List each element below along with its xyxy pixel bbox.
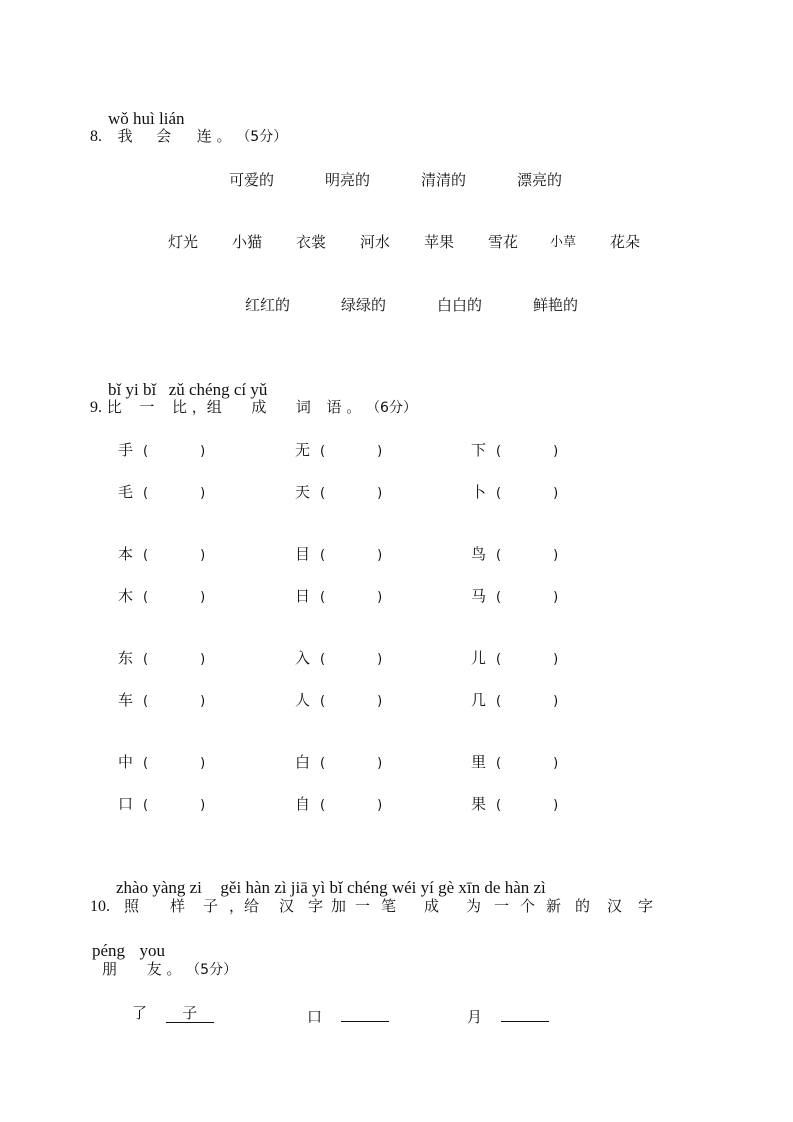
q8-top-word[interactable]: 可爱的 <box>229 171 275 189</box>
close-paren: ) <box>553 652 559 667</box>
q9-item <box>471 795 558 815</box>
q9-item-char: 白 <box>295 753 311 771</box>
close-paren: ) <box>377 652 383 667</box>
q8-middle-word[interactable]: 灯光 <box>168 233 199 251</box>
q9-char: 词 <box>295 398 311 416</box>
q10-pinyin-syllable: yí <box>420 878 434 897</box>
q10-pinyin-syllable: chéng <box>347 878 388 897</box>
close-paren: ) <box>200 548 206 563</box>
close-paren: ) <box>377 756 383 771</box>
close-paren: ) <box>377 694 383 709</box>
open-paren: ( <box>320 694 326 709</box>
q9-item-char: 自 <box>295 795 311 813</box>
q10-pinyin-line2 <box>92 942 165 960</box>
q9-item <box>471 691 558 711</box>
q10-pinyin-syllable: yì <box>312 878 326 897</box>
q10-item-char: 月 <box>467 1008 483 1026</box>
q9-item-char: 口 <box>118 795 134 813</box>
q10-char: 的 <box>575 897 591 915</box>
q9-char: 比 <box>106 398 122 416</box>
q10-end-punct: 。 <box>166 960 182 978</box>
close-paren: ) <box>553 756 559 771</box>
q9-number: 9. <box>90 399 102 416</box>
q10-char: 成 <box>424 897 440 915</box>
q9-item <box>295 753 382 773</box>
q9-item <box>118 691 205 711</box>
open-paren: ( <box>496 590 502 605</box>
close-paren: ) <box>553 694 559 709</box>
q9-item-char: 手 <box>118 441 134 459</box>
q9-end-punct: 。 <box>346 398 362 416</box>
q9-item <box>118 441 205 461</box>
q10-pinyin-syllable: jiā <box>290 878 308 897</box>
q10-pinyin-syllable: you <box>139 941 166 960</box>
q8-char: 会 <box>156 127 172 145</box>
q10-pinyin-syllable: hàn <box>504 878 530 897</box>
q9-item-char: 车 <box>118 691 134 709</box>
q10-pinyin-syllable: bǐ <box>329 878 343 897</box>
q9-item-char: 天 <box>295 483 311 501</box>
q8-bottom-word[interactable]: 红红的 <box>245 296 291 314</box>
q10-char: 样 <box>170 897 186 915</box>
q10-char: 加 <box>331 897 347 915</box>
close-paren: ) <box>200 798 206 813</box>
q9-item <box>471 587 558 607</box>
open-paren: ( <box>320 444 326 459</box>
q9-item <box>295 587 382 607</box>
q8-bottom-word[interactable]: 白白的 <box>437 296 483 314</box>
q10-pinyin-syllable: gè <box>438 878 455 897</box>
q10-char: 照 <box>124 897 140 915</box>
close-paren: ) <box>553 444 559 459</box>
q10-pinyin-syllable: yàng <box>152 878 186 897</box>
open-paren: ( <box>143 694 149 709</box>
q9-item <box>471 545 558 565</box>
q9-char: 比 <box>171 398 187 416</box>
open-paren: ( <box>320 652 326 667</box>
q9-item <box>118 587 205 607</box>
q8-top-word[interactable]: 明亮的 <box>325 171 371 189</box>
q10-answer-blank[interactable] <box>501 1004 549 1022</box>
open-paren: ( <box>143 590 149 605</box>
q10-title-line2 <box>102 960 237 979</box>
q9-item <box>118 795 205 815</box>
open-paren: ( <box>496 756 502 771</box>
q10-score: （5分） <box>186 962 238 978</box>
q10-char: 一 <box>355 897 371 915</box>
q9-pinyin-syllable: chéng <box>189 380 230 399</box>
q10-pinyin-syllable: wéi <box>391 878 417 897</box>
open-paren: ( <box>320 590 326 605</box>
close-paren: ) <box>200 590 206 605</box>
q9-item <box>471 441 558 461</box>
q9-item-char: 中 <box>118 753 134 771</box>
q9-pinyin-syllable: cí <box>233 380 247 399</box>
open-paren: ( <box>143 486 149 501</box>
q9-title <box>90 398 417 417</box>
open-paren: ( <box>143 798 149 813</box>
q10-item-char: 了 <box>132 1004 148 1022</box>
q10-char: 友 <box>146 960 162 978</box>
q10-char: 字 <box>638 897 654 915</box>
open-paren: ( <box>320 486 326 501</box>
close-paren: ) <box>200 694 206 709</box>
open-paren: ( <box>496 694 502 709</box>
close-paren: ) <box>200 444 206 459</box>
q9-item-char: 果 <box>471 795 487 813</box>
close-paren: ) <box>200 756 206 771</box>
q8-char: 我 <box>117 127 133 145</box>
close-paren: ) <box>377 548 383 563</box>
q9-item <box>295 691 382 711</box>
q9-item <box>118 545 205 565</box>
q10-pinyin-syllable: péng <box>92 941 126 960</box>
q8-middle-word[interactable]: 花朵 <box>610 233 641 251</box>
q9-item-char: 儿 <box>471 649 487 667</box>
q10-number-wrap <box>90 897 110 916</box>
q9-item-char: 木 <box>118 587 134 605</box>
q10-char: 为 <box>466 897 482 915</box>
q9-item-char: 鸟 <box>471 545 487 563</box>
q9-item <box>118 483 205 503</box>
q9-item-char: 无 <box>295 441 311 459</box>
q10-pinyin-syllable: zhào <box>116 878 149 897</box>
q10-char: 新 <box>546 897 562 915</box>
q8-title <box>90 127 287 146</box>
q10-char: ，给 <box>229 897 260 915</box>
q10-char: 朋 <box>102 960 118 978</box>
q10-char: 子 <box>203 897 219 915</box>
q9-item <box>118 753 205 773</box>
q9-item-char: 卜 <box>471 483 487 501</box>
close-paren: ) <box>553 486 559 501</box>
q8-top-word[interactable]: 漂亮的 <box>517 171 563 189</box>
open-paren: ( <box>320 548 326 563</box>
q9-pinyin-syllable: bǐ <box>142 380 157 399</box>
q9-item-char: 几 <box>471 691 487 709</box>
open-paren: ( <box>143 548 149 563</box>
q9-item-char: 人 <box>295 691 311 709</box>
close-paren: ) <box>200 652 206 667</box>
q9-char: 成 <box>251 398 267 416</box>
q9-item-char: 里 <box>471 753 487 771</box>
q8-pinyin: wǒ huì lián <box>108 109 185 128</box>
q9-item-char: 东 <box>118 649 134 667</box>
q10-pinyin-syllable: hàn <box>245 878 270 897</box>
q10-pinyin-syllable: de <box>484 878 501 897</box>
open-paren: ( <box>143 444 149 459</box>
q10-answer-blank[interactable] <box>341 1004 389 1022</box>
q9-item-char: 下 <box>471 441 487 459</box>
q10-pinyin-syllable: zì <box>533 878 546 897</box>
q9-item <box>295 649 382 669</box>
q9-pinyin-syllable: zǔ <box>168 380 185 399</box>
close-paren: ) <box>553 798 559 813</box>
q9-pinyin-syllable: bǐ <box>108 380 122 399</box>
q9-score: （6分） <box>366 400 417 416</box>
open-paren: ( <box>496 652 502 667</box>
close-paren: ) <box>377 590 383 605</box>
q10-number: 10. <box>90 898 110 915</box>
q10-item <box>307 1004 389 1026</box>
open-paren: ( <box>496 798 502 813</box>
q9-item-char: 目 <box>295 545 311 563</box>
q9-char: 一 <box>139 398 155 416</box>
q9-item-char: 马 <box>471 587 487 605</box>
q8-middle-word[interactable]: 小草 <box>550 235 577 250</box>
q9-item <box>295 483 382 503</box>
q9-item-char: 毛 <box>118 483 134 501</box>
q10-pinyin-syllable: zì <box>274 878 287 897</box>
q8-number: 8. <box>90 128 102 145</box>
open-paren: ( <box>496 444 502 459</box>
q10-pinyin-syllable: zi <box>189 878 202 897</box>
q8-bottom-word[interactable]: 鲜艳的 <box>533 296 579 314</box>
q10-pinyin-syllable: xīn <box>458 878 481 897</box>
q9-item <box>471 753 558 773</box>
q10-pinyin-syllable: gěi <box>220 878 242 897</box>
q9-pinyin-syllable: yǔ <box>250 380 268 399</box>
q9-pinyin <box>108 381 267 399</box>
q9-char: 语 <box>326 398 342 416</box>
q8-middle-word[interactable]: 河水 <box>360 233 391 251</box>
q10-item <box>132 1004 214 1023</box>
q10-char: 笔 <box>381 897 397 915</box>
open-paren: ( <box>320 798 326 813</box>
q9-item <box>471 483 558 503</box>
q8-end-punct: 。 <box>216 127 232 145</box>
q10-item <box>467 1004 549 1026</box>
q9-item <box>295 441 382 461</box>
q9-item <box>118 649 205 669</box>
q8-middle-word[interactable]: 衣裳 <box>296 233 327 251</box>
q9-item <box>295 795 382 815</box>
q10-char: 汉 <box>607 897 623 915</box>
q8-char: 连 <box>196 127 212 145</box>
close-paren: ) <box>200 486 206 501</box>
close-paren: ) <box>377 798 383 813</box>
q10-char: 字 <box>308 897 324 915</box>
q10-pinyin-line1 <box>116 879 546 897</box>
q8-middle-word[interactable]: 小猫 <box>232 233 263 251</box>
q10-char: 个 <box>520 897 536 915</box>
q10-char: 汉 <box>279 897 295 915</box>
q8-score: （5分） <box>236 129 288 145</box>
q9-item <box>295 545 382 565</box>
open-paren: ( <box>496 548 502 563</box>
close-paren: ) <box>553 590 559 605</box>
open-paren: ( <box>143 652 149 667</box>
q9-item-char: 入 <box>295 649 311 667</box>
q8-middle-word[interactable]: 苹果 <box>424 233 455 251</box>
close-paren: ) <box>553 548 559 563</box>
close-paren: ) <box>377 444 383 459</box>
q9-item-char: 本 <box>118 545 134 563</box>
close-paren: ) <box>377 486 383 501</box>
q8-middle-word[interactable]: 雪花 <box>488 233 519 251</box>
q9-item-char: 日 <box>295 587 311 605</box>
q9-pinyin-syllable: yi <box>125 380 139 399</box>
q10-item-char: 口 <box>307 1008 323 1026</box>
q8-top-word[interactable]: 清清的 <box>421 171 467 189</box>
q10-char: 一 <box>494 897 510 915</box>
q9-item <box>471 649 558 669</box>
q9-char: ，组 <box>191 398 222 416</box>
q8-bottom-word[interactable]: 绿绿的 <box>341 296 387 314</box>
open-paren: ( <box>320 756 326 771</box>
open-paren: ( <box>143 756 149 771</box>
q10-answer-blank[interactable]: 子 <box>166 1005 214 1023</box>
open-paren: ( <box>496 486 502 501</box>
